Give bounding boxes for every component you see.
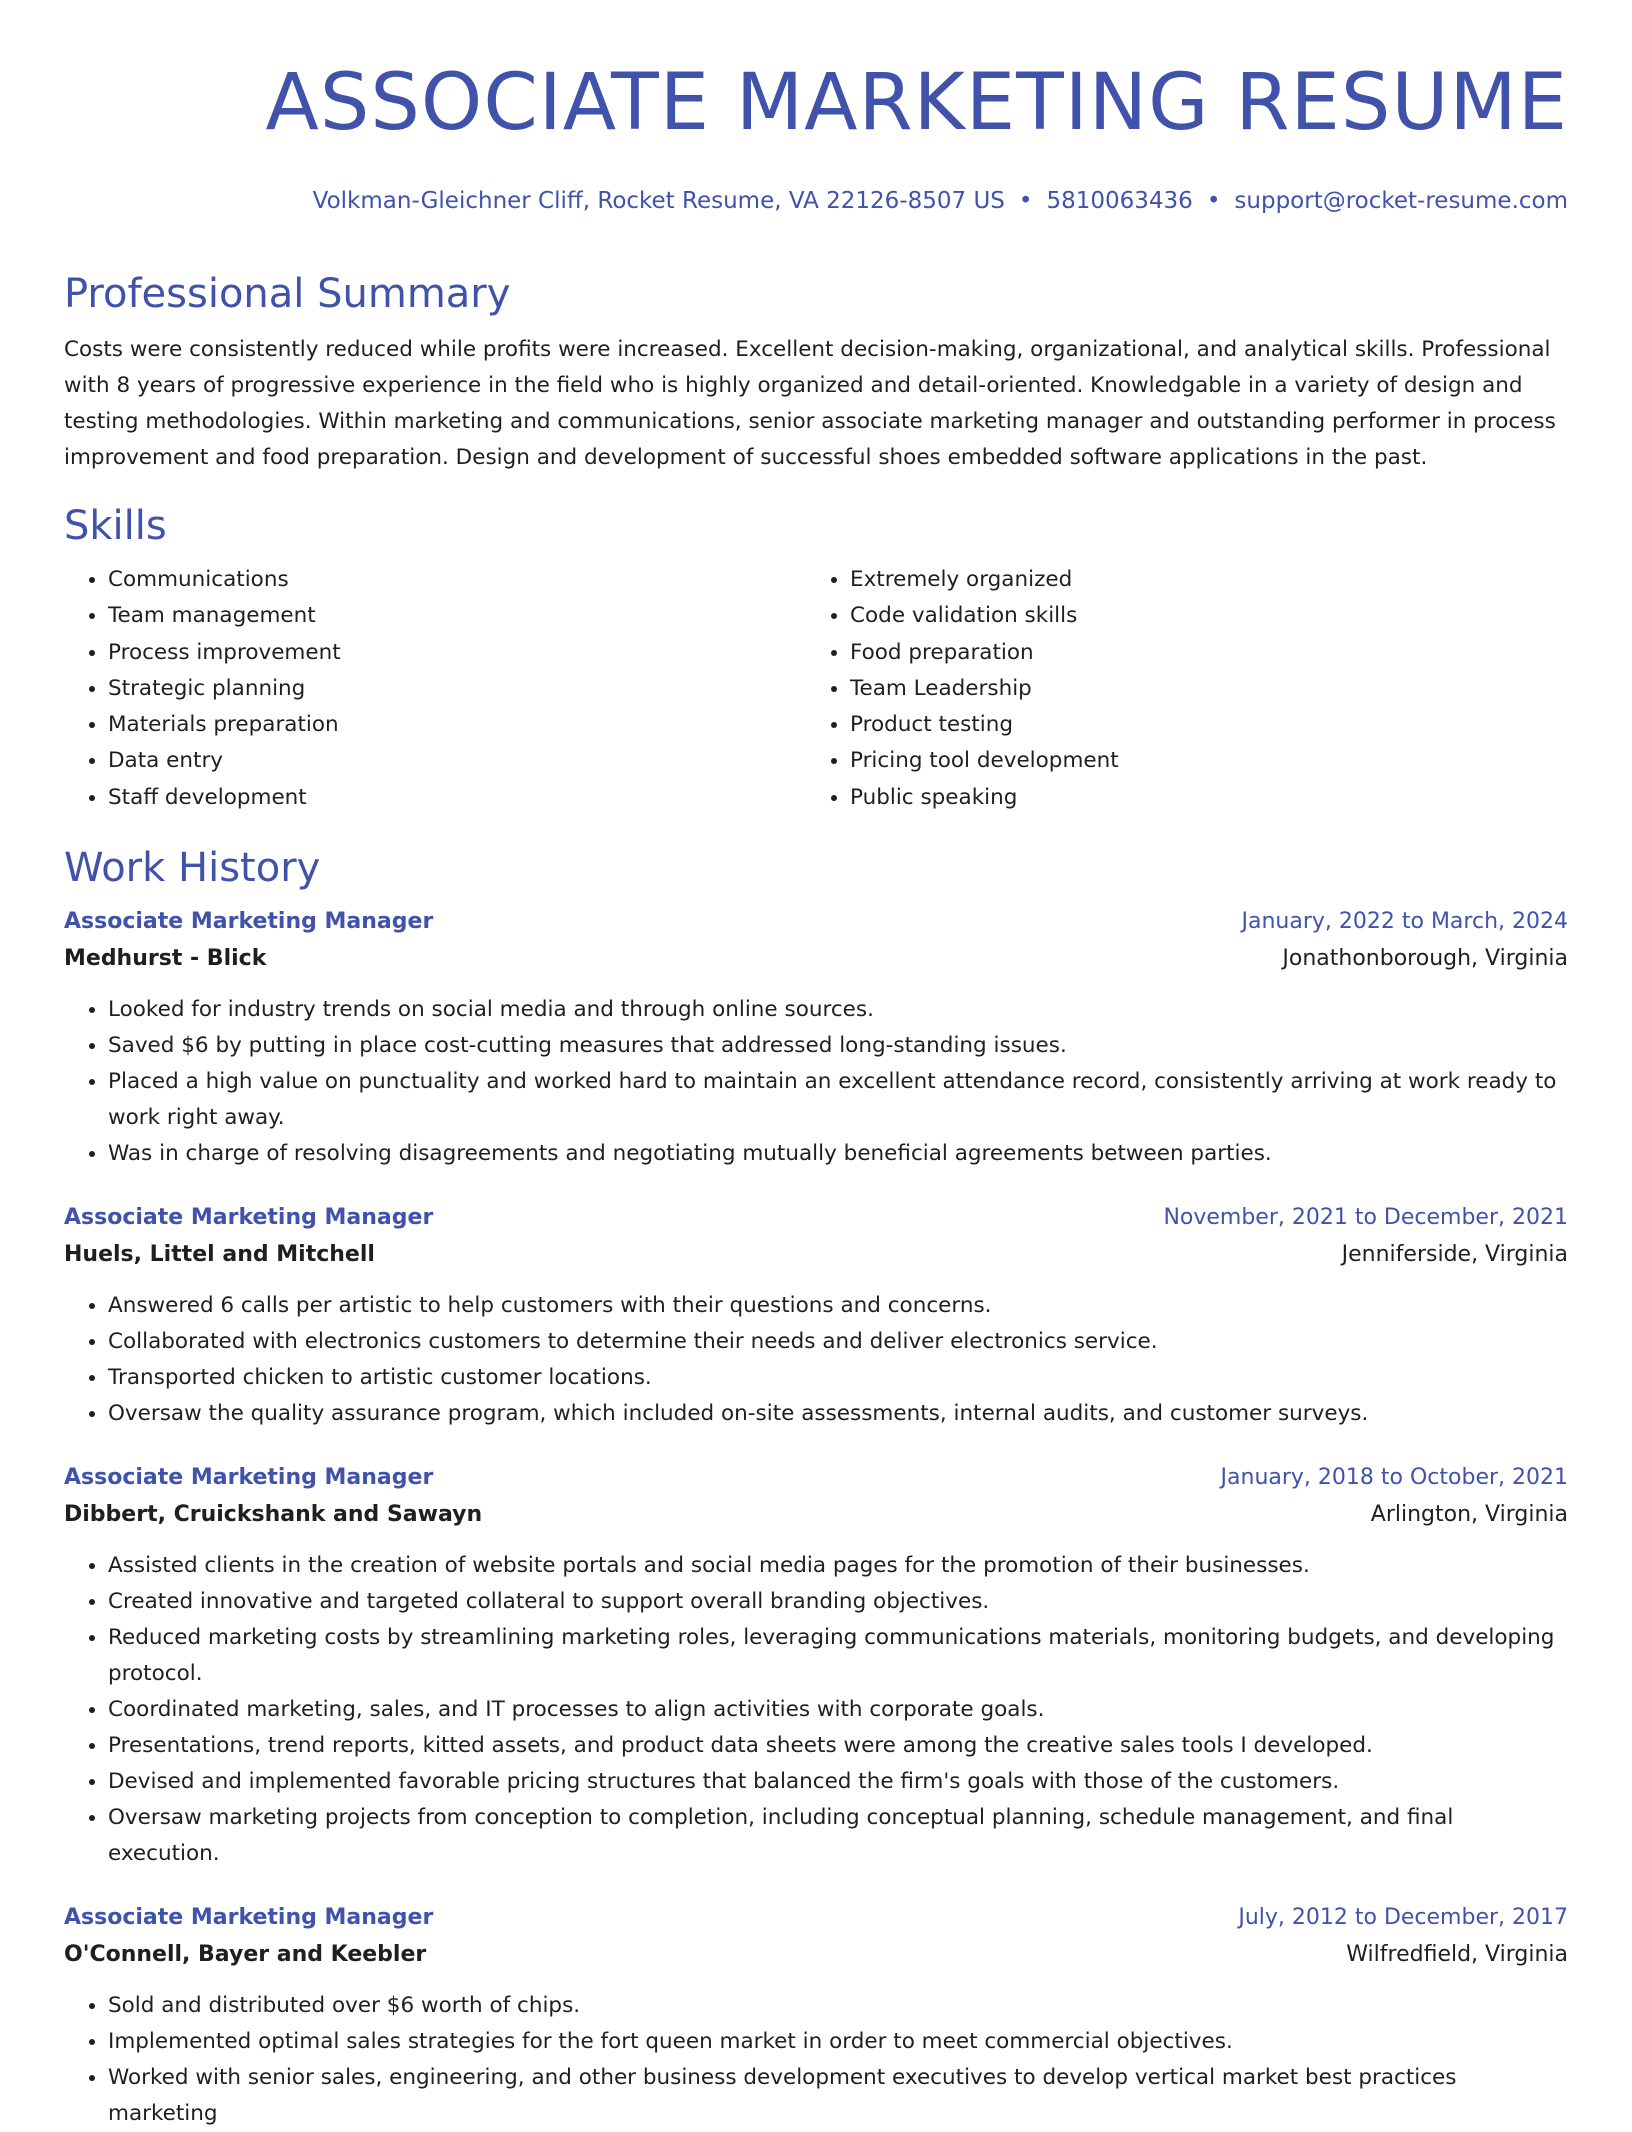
skill-item: • Product testing xyxy=(850,707,1548,743)
job-company-row xyxy=(64,940,1568,978)
skill-item: • Team management xyxy=(108,598,806,634)
job-bullet: • Placed a high value on punctuality and worked hard to maintain an excellent attendance record, consistently arriving at work ready to work right away. xyxy=(108,1064,1568,1136)
job-location: Jenniferside, Virginia xyxy=(1341,1242,1568,1268)
contact-separator: • xyxy=(1206,188,1221,214)
work-history-heading: Work History xyxy=(64,845,321,892)
job-dates: July, 2012 to December, 2017 xyxy=(1238,1905,1568,1931)
job-company-row xyxy=(64,1936,1568,1974)
job-bullet: • Oversaw marketing projects from conception to completion, including conceptual planning, schedule management, and final execution. xyxy=(108,1800,1568,1872)
job-dates: January, 2018 to October, 2021 xyxy=(1220,1465,1568,1491)
job-title: Associate Marketing Manager xyxy=(64,1205,434,1231)
job-bullet: • Looked for industry trends on social media and through online sources. xyxy=(108,992,1568,1028)
job-bullet: • Devised and implemented favorable pricing structures that balanced the firm's goals with those of the customers. xyxy=(108,1764,1568,1800)
contact-address: Volkman-Gleichner Cliff, Rocket Resume, VA 22126-8507 US xyxy=(312,188,1005,214)
job-location: Wilfredfield, Virginia xyxy=(1346,1942,1568,1968)
job-bullet: • Answered 6 calls per artistic to help customers with their questions and concerns. xyxy=(108,1288,1568,1324)
job-dates: January, 2022 to March, 2024 xyxy=(1241,909,1568,935)
job-entry xyxy=(64,1900,1568,2132)
skills-list xyxy=(64,562,1568,816)
skill-item: • Staff development xyxy=(108,780,806,816)
job-bullet: • Worked with senior sales, engineering, and other business development executives to develop vertical market best practices marketing xyxy=(108,2060,1568,2132)
job-header-row xyxy=(64,1200,1568,1236)
skill-item: • Team Leadership xyxy=(850,671,1548,707)
job-location: Jonathonborough, Virginia xyxy=(1282,946,1568,972)
job-bullets xyxy=(64,1288,1568,1432)
resume-page xyxy=(64,0,1568,2132)
resume-title: ASSOCIATE MARKETING RESUME xyxy=(265,58,1568,148)
job-company: Medhurst - Blick xyxy=(64,946,267,972)
job-bullet: • Was in charge of resolving disagreements and negotiating mutually beneficial agreements between parties. xyxy=(108,1136,1568,1172)
job-company: Dibbert, Cruickshank and Sawayn xyxy=(64,1502,483,1528)
job-dates: November, 2021 to December, 2021 xyxy=(1163,1205,1568,1231)
summary-text: Costs were consistently reduced while profits were increased. Excellent decision-making, organizational, and analytical skills. Professional with 8 years of progressive experience in the field who is highly organized and detail-oriented. Knowledgable in a variety of design and testing methodologies. Within marketing and communications, senior associate marketing manager and outstanding performer in process improvement and food preparation. Design and development of successful shoes embedded software applications in the past. xyxy=(64,337,1556,470)
job-bullet: • Transported chicken to artistic customer locations. xyxy=(108,1360,1568,1396)
job-bullet: • Oversaw the quality assurance program, which included on-site assessments, internal audits, and customer surveys. xyxy=(108,1396,1568,1432)
job-title: Associate Marketing Manager xyxy=(64,1465,434,1491)
job-company: Huels, Littel and Mitchell xyxy=(64,1242,375,1268)
skill-item: • Process improvement xyxy=(108,635,806,671)
job-bullet: • Created innovative and targeted collateral to support overall branding objectives. xyxy=(108,1584,1568,1620)
skills-column-right xyxy=(806,562,1548,816)
job-bullet: • Reduced marketing costs by streamlining marketing roles, leveraging communications materials, monitoring budgets, and developing protocol. xyxy=(108,1620,1568,1692)
job-bullet: • Sold and distributed over $6 worth of chips. xyxy=(108,1988,1568,2024)
job-header-row xyxy=(64,904,1568,940)
summary-heading: Professional Summary xyxy=(64,271,511,317)
job-company-row xyxy=(64,1236,1568,1274)
skill-item: • Food preparation xyxy=(850,635,1548,671)
job-title: Associate Marketing Manager xyxy=(64,1905,434,1931)
job-bullet: • Assisted clients in the creation of website portals and social media pages for the promotion of their businesses. xyxy=(108,1548,1568,1584)
skill-item: • Extremely organized xyxy=(850,562,1548,598)
contact-email[interactable]: support@rocket-resume.com xyxy=(1234,188,1568,214)
job-entry xyxy=(64,1460,1568,1872)
skills-column-left xyxy=(64,562,806,816)
job-bullet: • Presentations, trend reports, kitted assets, and product data sheets were among the creative sales tools I developed. xyxy=(108,1728,1568,1764)
job-bullet: • Saved $6 by putting in place cost-cutting measures that addressed long-standing issues. xyxy=(108,1028,1568,1064)
skill-item: • Public speaking xyxy=(850,780,1548,816)
job-bullet: • Implemented optimal sales strategies for the fort queen market in order to meet commercial objectives. xyxy=(108,2024,1568,2060)
job-company: O'Connell, Bayer and Keebler xyxy=(64,1942,427,1968)
contact-separator: • xyxy=(1018,188,1033,214)
job-header-row xyxy=(64,1900,1568,1936)
job-header-row xyxy=(64,1460,1568,1496)
job-title: Associate Marketing Manager xyxy=(64,909,434,935)
job-company-row xyxy=(64,1496,1568,1534)
skill-item: • Strategic planning xyxy=(108,671,806,707)
job-bullets xyxy=(64,992,1568,1172)
skill-item: • Data entry xyxy=(108,743,806,779)
job-bullet: • Collaborated with electronics customers to determine their needs and deliver electronics service. xyxy=(108,1324,1568,1360)
skill-item: • Code validation skills xyxy=(850,598,1548,634)
job-entry xyxy=(64,904,1568,1172)
job-entry xyxy=(64,1200,1568,1432)
skills-heading: Skills xyxy=(64,503,167,549)
job-bullets xyxy=(64,1548,1568,1872)
skill-item: • Pricing tool development xyxy=(850,743,1548,779)
contact-line xyxy=(64,186,1568,216)
job-bullets xyxy=(64,1988,1568,2132)
contact-phone: 5810063436 xyxy=(1046,188,1193,214)
job-bullet: • Coordinated marketing, sales, and IT processes to align activities with corporate goals. xyxy=(108,1692,1568,1728)
skill-item: • Materials preparation xyxy=(108,707,806,743)
skill-item: • Communications xyxy=(108,562,806,598)
job-location: Arlington, Virginia xyxy=(1370,1502,1568,1528)
